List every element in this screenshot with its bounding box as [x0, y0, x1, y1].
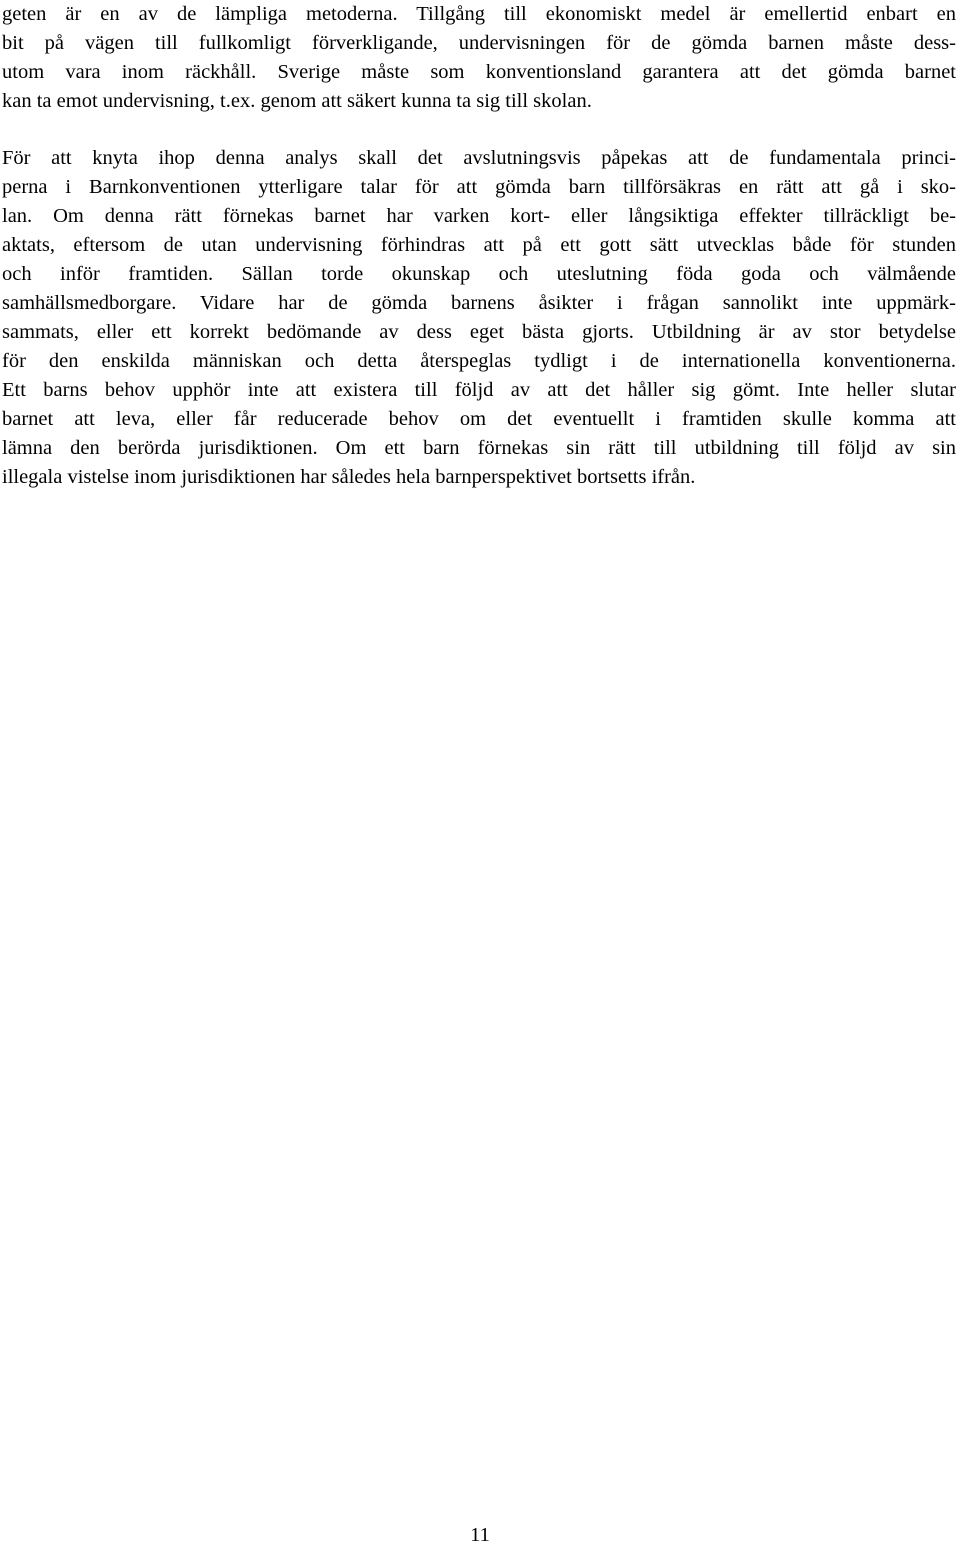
- paragraph-2-line-1: För att knyta ihop denna analys skall det avslutningsvis påpekas att de fundamentala princi-: [2, 147, 956, 169]
- paragraph-2-line-7: sammats, eller ett korrekt bedömande av dess eget bästa gjorts. Utbildning är av stor betydelse: [2, 321, 956, 343]
- paragraph-2-line-4: aktats, eftersom de utan undervisning förhindras att på ett gott sätt utvecklas både för stunden: [2, 234, 956, 256]
- paragraph-1-line-1: geten är en av de lämpliga metoderna. Tillgång till ekonomiskt medel är emellertid enbart en: [2, 3, 956, 25]
- paragraph-2-line-5: och inför framtiden. Sällan torde okunskap och uteslutning föda goda och välmående: [2, 263, 956, 285]
- paragraph-2-line-9: Ett barns behov upphör inte att existera till följd av att det håller sig gömt. Inte heller slutar: [2, 379, 956, 401]
- page-number: 11: [470, 1524, 490, 1546]
- paragraph-1-line-3: utom vara inom räckhåll. Sverige måste som konventionsland garantera att det gömda barnet: [2, 61, 956, 83]
- paragraph-2-line-10: barnet att leva, eller får reducerade behov om det eventuellt i framtiden skulle komma att: [2, 408, 956, 430]
- paragraph-1-line-4: kan ta emot undervisning, t.ex. genom att säkert kunna ta sig till skolan.: [2, 90, 592, 112]
- paragraph-2-line-2: perna i Barnkonventionen ytterligare talar för att gömda barn tillförsäkras en rätt att gå i sko-: [2, 176, 956, 198]
- paragraph-2-line-12: illegala vistelse inom jurisdiktionen har således hela barnperspektivet bortsetts ifrån.: [2, 466, 696, 488]
- paragraph-2-line-11: lämna den berörda jurisdiktionen. Om ett barn förnekas sin rätt till utbildning till följd av sin: [2, 437, 956, 459]
- paragraph-2-line-6: samhällsmedborgare. Vidare har de gömda barnens åsikter i frågan sannolikt inte uppmärk-: [2, 292, 956, 314]
- paragraph-2-line-3: lan. Om denna rätt förnekas barnet har varken kort- eller långsiktiga effekter tillräckligt be-: [2, 205, 956, 227]
- paragraph-2-line-8: för den enskilda människan och detta återspeglas tydligt i de internationella konventionerna.: [2, 350, 956, 372]
- paragraph-1-line-2: bit på vägen till fullkomligt förverkligande, undervisningen för de gömda barnen måste dess-: [2, 32, 956, 54]
